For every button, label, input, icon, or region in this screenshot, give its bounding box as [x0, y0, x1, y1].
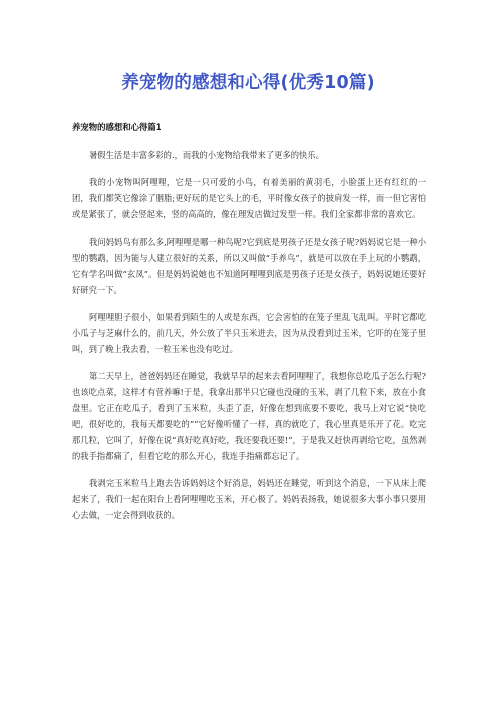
paragraph: 我剥完玉米粒马上跑去告诉妈妈这个好消息，妈妈还在睡觉，听到这个消息，一下从床上爬起来了，我们一起在阳台上看阿哩哩吃玉米，开心极了。妈妈表扬我，她说很多大事小事只要用心去做，一定会得到收获的。: [72, 478, 426, 521]
paragraph: 第二天早上，爸爸妈妈还在睡觉，我就早早的起来去看阿哩哩了，我想你总吃瓜子怎么行呢?也该吃点菜，这样才有营养嘛!于是，我拿出那半只它碰也没碰的玉米，剥了几粒下来，放在小食盘里。它正在吃瓜子，看到了玉米粒，头歪了歪，好像在想到底要不要吃，我马上对它说“快吃吧，很好吃的，我每天都要吃的””它好像听懂了一样，真的就吃了，我心里真是乐开了花。吃完那几粒，它叫了，好像在说“真好吃真好吃，我还要我还要!”，于是我又赶快再剥给它吃，虽然剥的我手指都痛了，但看它吃的那么开心，我连手指痛都忘记了。: [72, 371, 426, 462]
paragraph: 阿哩哩胆子很小，如果看到陌生的人或是东西，它会害怕的在笼子里乱飞乱叫。平时它都吃小瓜子与芝麻什么的，前几天，外公放了半只玉米进去，因为从没看到过玉米，它吓的在笼子里叫，到了晚上我去看，一粒玉米也没有吃过。: [72, 311, 426, 354]
section-heading: 养宠物的感想和心得篇1: [72, 122, 162, 132]
document-body: [72, 147, 426, 535]
paragraph: 暑假生活是丰富多彩的.，而我的小宠物给我带来了更多的快乐。: [89, 150, 324, 160]
paragraph: 我的小宠物叫阿哩哩，它是一只可爱的小鸟，有着美丽的黄羽毛，小脸蛋上还有红红的一团，我们都笑它像涂了胭脂;更好玩的是它头上的毛，平时像女孩子的披肩发一样，而一但它害怕或是紧张了，就会竖起来，竖的高高的，像在理发店做过发型一样。我们全家都非常的喜欢它。: [72, 177, 426, 220]
paragraph: 我问妈妈鸟有那么多,阿哩哩是哪一种鸟呢?它到底是男孩子还是女孩子呢?妈妈说它是一种小型的鹦鹉，因为能与人建立很好的关系，所以又叫做“手养鸟”，就是可以放在手上玩的小鹦鹉，它有学名叫做“玄凤”。但是妈妈说她也不知道阿哩哩到底是男孩子还是女孩子，妈妈说她还要好好研究一下。: [72, 236, 426, 295]
document-title: 养宠物的感想和心得(优秀10篇): [121, 73, 375, 93]
